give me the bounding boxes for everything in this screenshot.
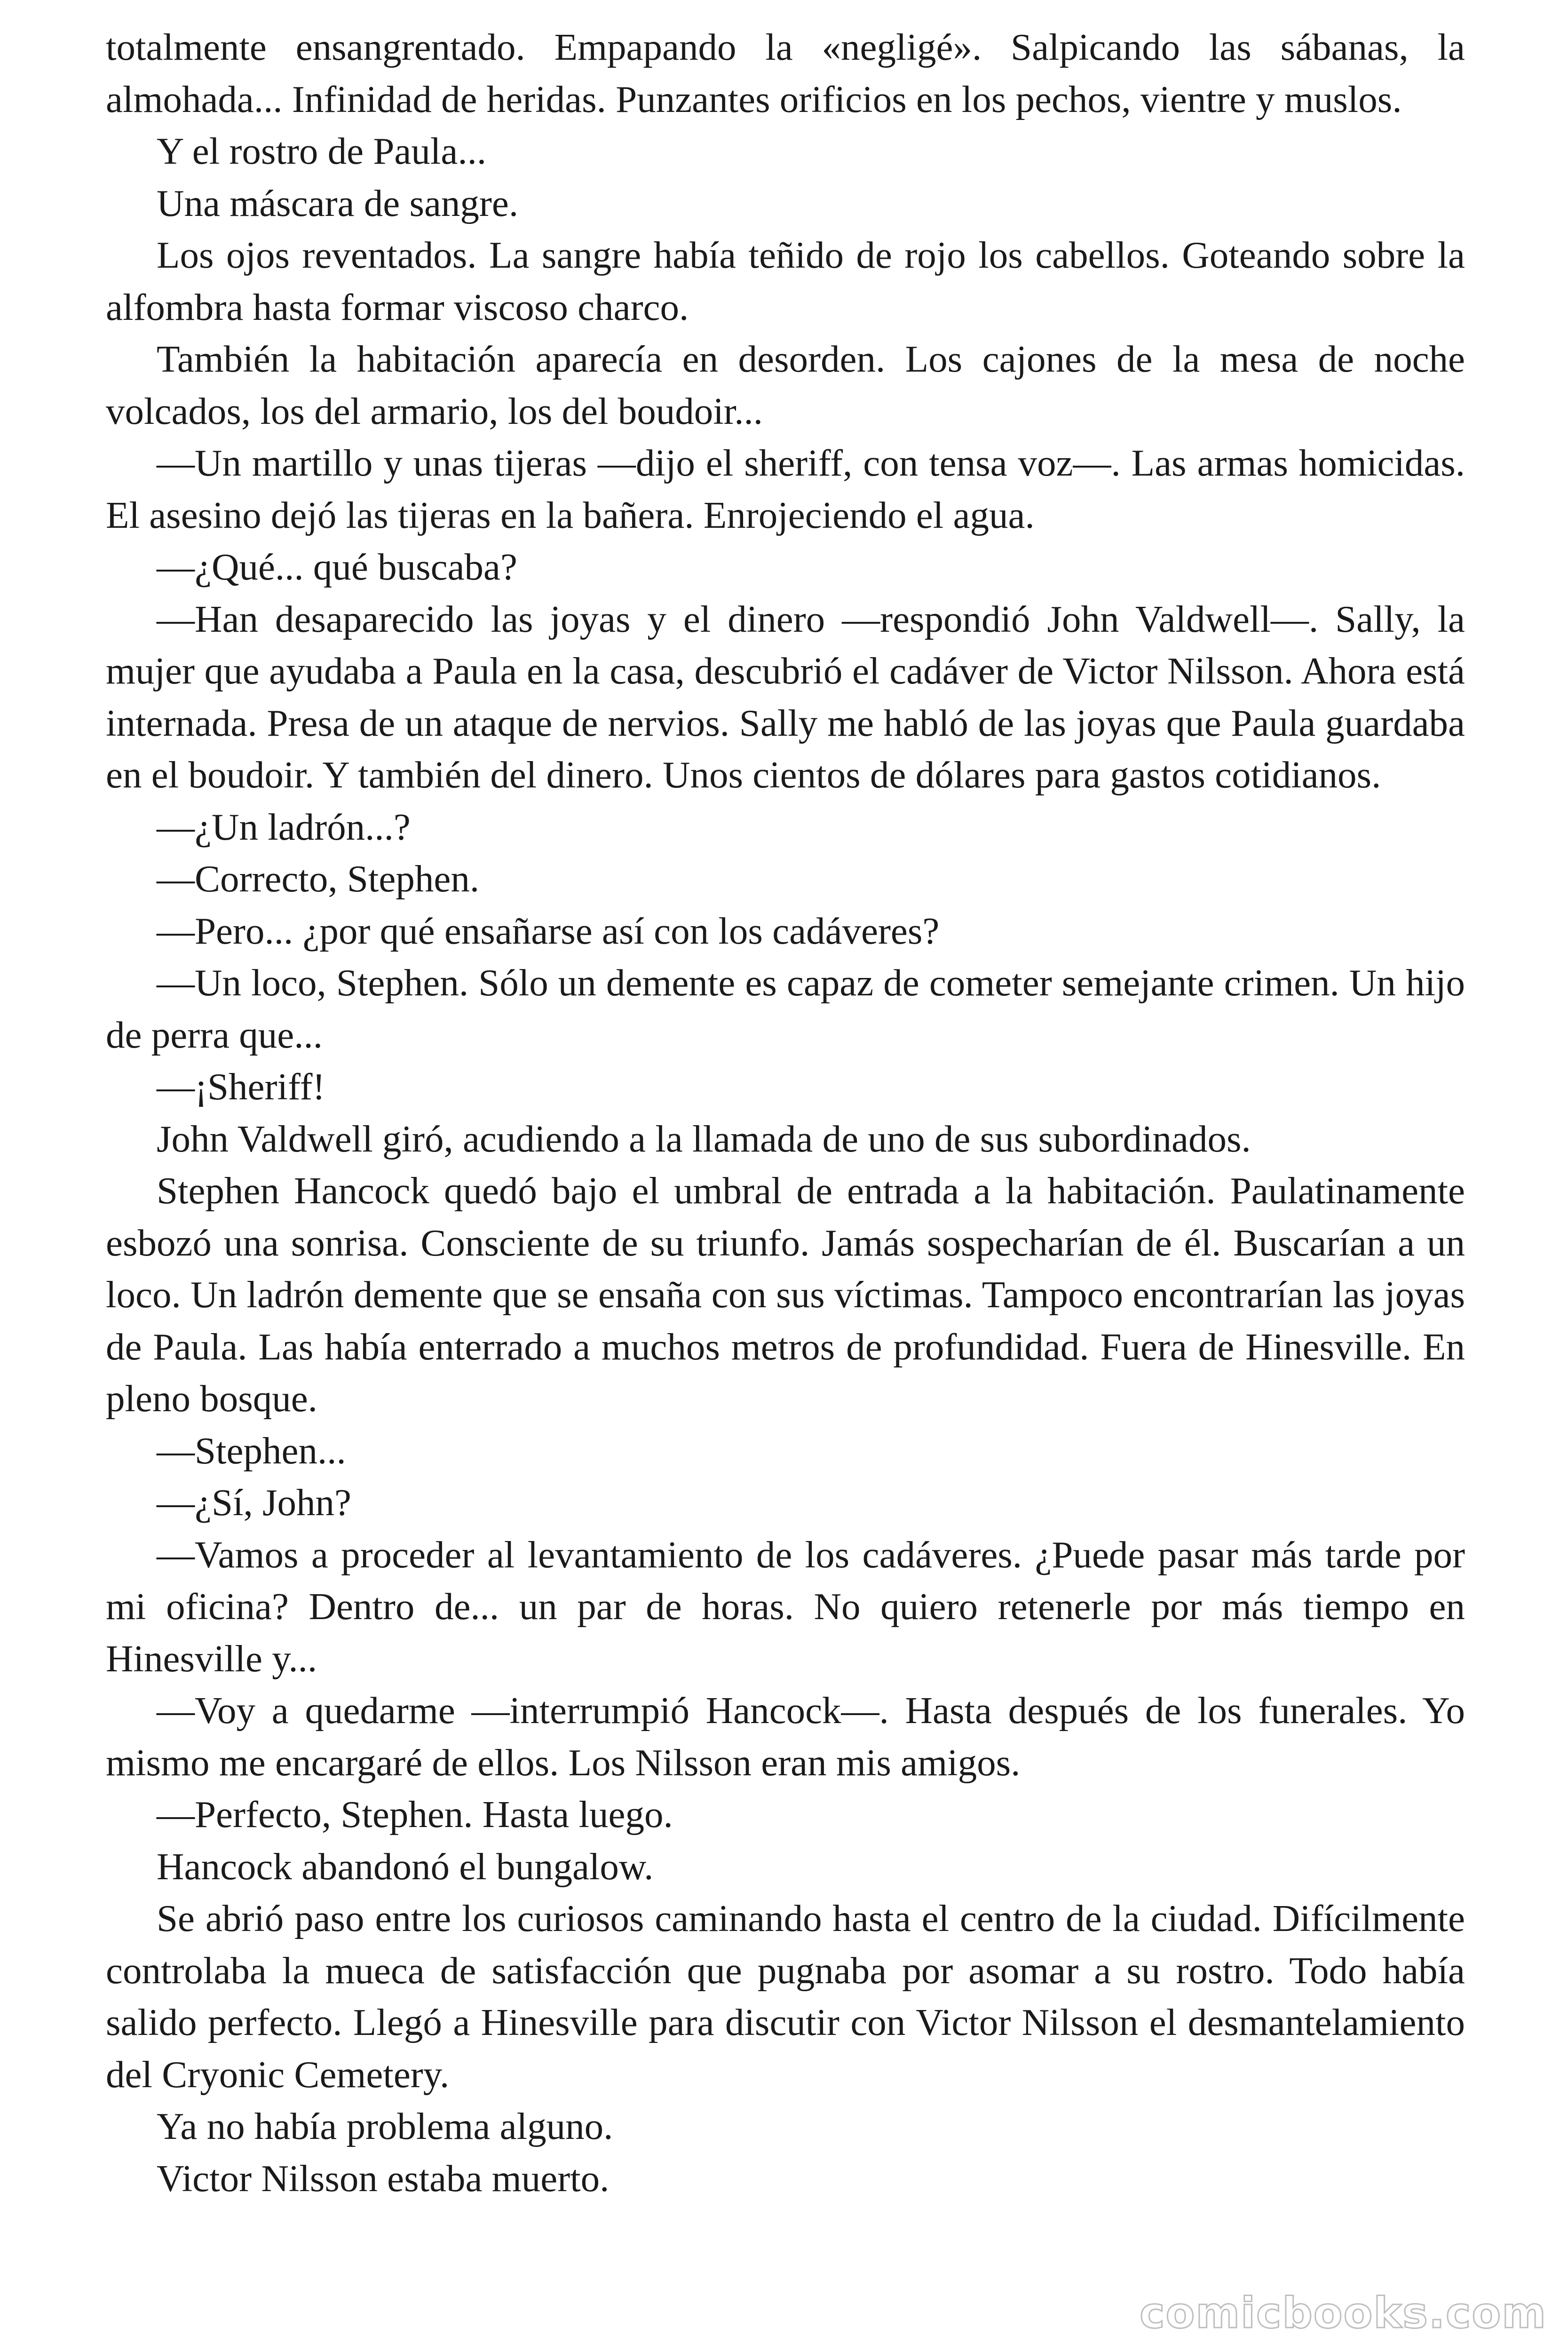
paragraph: Victor Nilsson estaba muerto. [157,2157,610,2200]
paragraph: —¿Sí, John? [157,1481,351,1524]
paragraph: Stephen Hancock quedó bajo el umbral de entrada a la habitación. Paulatinamente esbozó una sonrisa. Consciente de su triunfo. Jamás sospecharían de él. Buscarían a un loco. Un ladrón demente que se ensaña con sus víctimas. Tampoco encontrarían las joyas de Paula. Las había enterrado a muchos metros de profundidad. Fuera de Hinesville. En pleno bosque. [106,1169,1465,1420]
paragraph: —Stephen... [157,1429,346,1472]
paragraph: —Pero... ¿por qué ensañarse así con los cadáveres? [157,909,940,952]
paragraph: —Perfecto, Stephen. Hasta luego. [157,1793,673,1836]
paragraph: Ya no había problema alguno. [157,2105,613,2147]
paragraph: —Vamos a proceder al levantamiento de los cadáveres. ¿Puede pasar más tarde por mi oficina? Dentro de... un par de horas. No quiero retenerle por más tiempo en Hinesville y... [106,1533,1465,1680]
paragraph: Hancock abandonó el bungalow. [157,1845,654,1888]
watermark-logo: comicbooks.com [1140,2288,1547,2338]
paragraph: —Un martillo y unas tijeras —dijo el sheriff, con tensa voz—. Las armas homicidas. El asesino dejó las tijeras en la bañera. Enrojeciendo el agua. [106,442,1465,536]
paragraph: totalmente ensangrentado. Empapando la «negligé». Salpicando las sábanas, la almohada... Infinidad de heridas. Punzantes orificios en los pechos, vientre y muslos. [106,26,1465,120]
paragraph: —Voy a quedarme —interrumpió Hancock—. Hasta después de los funerales. Yo mismo me encargaré de ellos. Los Nilsson eran mis amigos. [106,1689,1465,1784]
paragraph: Se abrió paso entre los curiosos caminando hasta el centro de la ciudad. Difícilmente controlaba la mueca de satisfacción que pugnaba por asomar a su rostro. Todo había salido perfecto. Llegó a Hinesville para discutir con Victor Nilsson el desmantelamiento del Cryonic Cemetery. [106,1897,1465,2096]
paragraph: —¿Un ladrón...? [157,805,411,848]
paragraph: John Valdwell giró, acudiendo a la llamada de uno de sus subordinados. [157,1117,1251,1160]
paragraph: —Han desaparecido las joyas y el dinero —respondió John Valdwell—. Sally, la mujer que ayudaba a Paula en la casa, descubrió el cadáver de Victor Nilsson. Ahora está internada. Presa de un ataque de nervios. Sally me habló de las joyas que Paula guardaba en el boudoir. Y también del dinero. Unos cientos de dólares para gastos cotidianos. [106,597,1465,796]
paragraph: —¿Qué... qué buscaba? [157,546,517,588]
page-text [106,21,1465,2204]
paragraph: Y el rostro de Paula... [157,130,487,172]
paragraph: —¡Sheriff! [157,1065,325,1108]
paragraph: —Un loco, Stephen. Sólo un demente es capaz de cometer semejante crimen. Un hijo de perra que... [106,961,1465,1056]
paragraph: Los ojos reventados. La sangre había teñido de rojo los cabellos. Goteando sobre la alfombra hasta formar viscoso charco. [106,234,1465,328]
paragraph: —Correcto, Stephen. [157,858,480,900]
paragraph: Una máscara de sangre. [157,182,519,224]
paragraph: También la habitación aparecía en desorden. Los cajones de la mesa de noche volcados, los del armario, los del boudoir... [106,338,1465,432]
